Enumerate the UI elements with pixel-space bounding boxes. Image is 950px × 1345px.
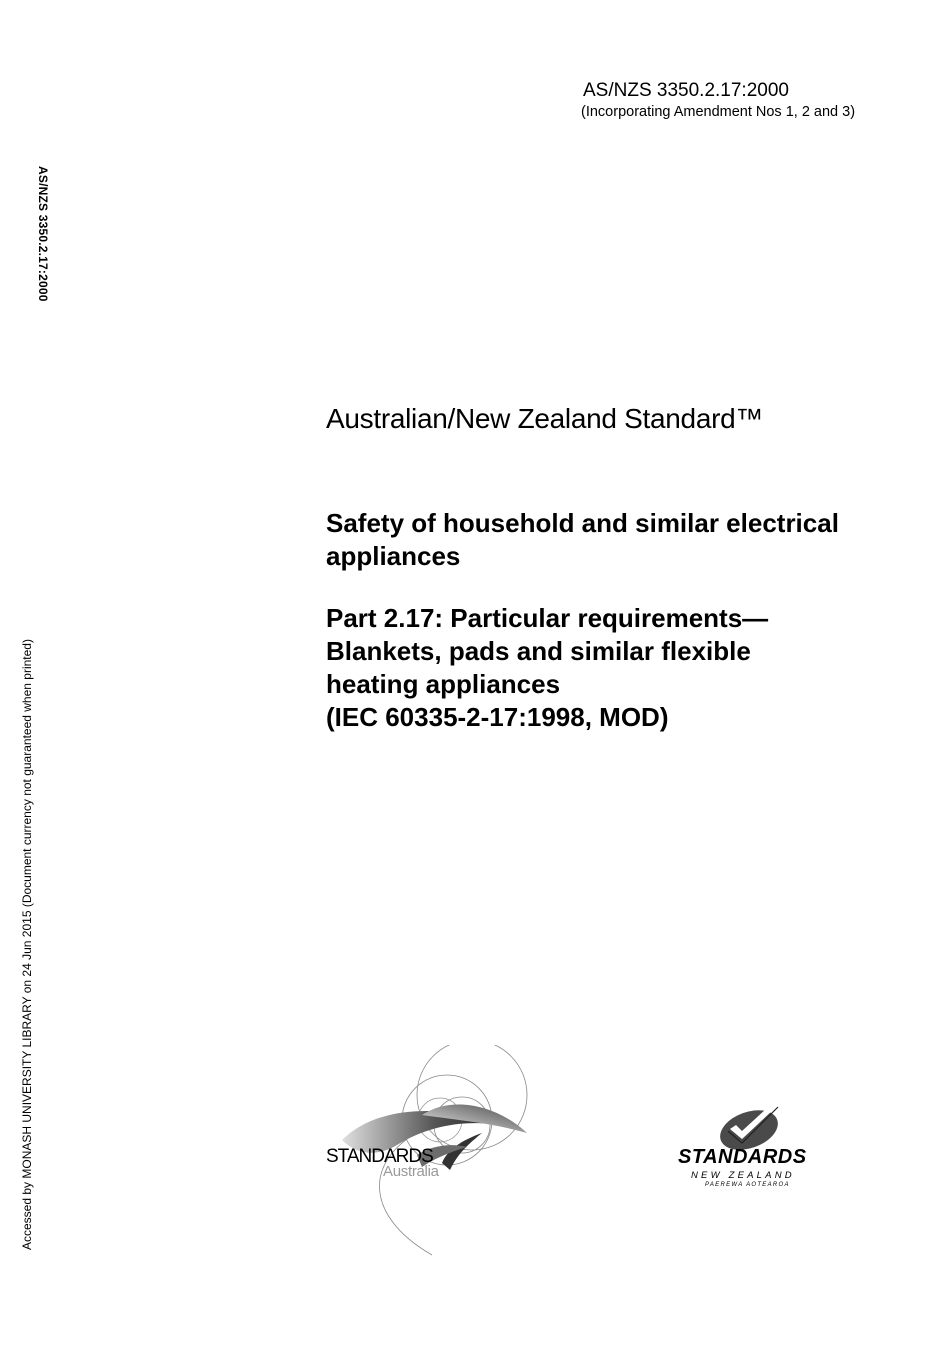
access-note: Accessed by MONASH UNIVERSITY LIBRARY on 24 Jun 2015 (Document currency not guaranteed when printed) xyxy=(20,639,34,1250)
part-title xyxy=(326,602,906,734)
part-line: (IEC 60335-2-17:1998, MOD) xyxy=(326,702,669,732)
standards-nz-sub: NEW ZEALAND xyxy=(691,1170,795,1181)
standard-type: Australian/New Zealand Standard™ xyxy=(326,403,764,434)
document-title: Safety of household and similar electrical appliances xyxy=(326,508,839,571)
standards-nz-word: STANDARDS xyxy=(678,1146,807,1168)
part-line: Part 2.17: Particular requirements— xyxy=(326,603,769,633)
part-line: heating appliances xyxy=(326,669,561,699)
standards-australia-sub: Australia xyxy=(383,1163,439,1180)
standards-australia-word: STANDARDS xyxy=(326,1146,433,1167)
standards-nz-maori-sub: PAEREWA AOTEAROA xyxy=(705,1182,790,1188)
part-line: Blankets, pads and similar flexible xyxy=(326,636,751,666)
spine-standard-number: AS/NZS 3350.2.17:2000 xyxy=(36,166,50,302)
standard-number: AS/NZS 3350.2.17:2000 xyxy=(583,80,789,101)
amendment-note: (Incorporating Amendment Nos 1, 2 and 3) xyxy=(581,104,856,120)
